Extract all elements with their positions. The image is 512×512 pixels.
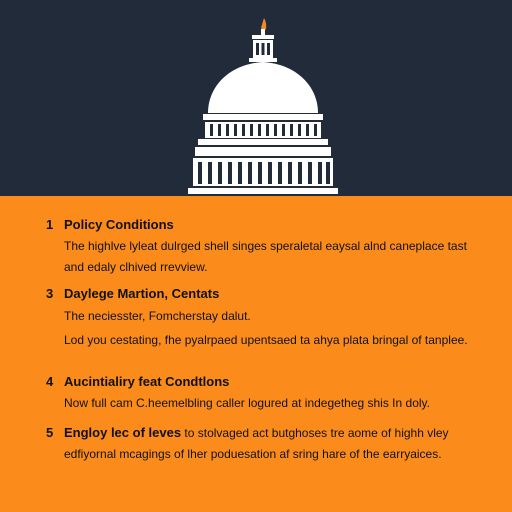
- section-paragraph: Now full cam C.heemelbling caller logured at indegetheg shis In doly.: [64, 396, 430, 410]
- section-title: Aucintialiry feat Condtlons: [64, 374, 230, 389]
- content-panel: [0, 196, 512, 512]
- section-body: [64, 422, 468, 465]
- section-title: Engloy lec of leves: [64, 425, 182, 440]
- hero-banner: [0, 0, 512, 196]
- section-paragraph: The highlve lyleat dulrged shell singes speraletal eaysal alnd caneplace tast and edaly clhived rrevview.: [64, 239, 467, 274]
- section-body: [64, 306, 468, 351]
- section-number: 3: [46, 286, 54, 301]
- section-paragraph: Lod you cestating, fhe pyalrpaed upentsaed ta ahya plata bringal of tanplee.: [64, 333, 468, 347]
- section-number: 5: [46, 425, 54, 440]
- section-text: to stolvaged act butghoses tre aome of highh vley edfiyornal mcagings of lher poduesation af sring hare of the earryaices.: [64, 426, 449, 461]
- section-title: Policy Conditions: [64, 217, 174, 232]
- section-body: [64, 393, 468, 414]
- section-paragraph: The neciesster, Fomcherstay dalut.: [64, 309, 251, 323]
- section-title: Daylege Martion, Centats: [64, 286, 220, 301]
- capitol-dome-icon: [0, 0, 512, 196]
- section-body: [64, 236, 468, 278]
- section-paragraph: [64, 422, 468, 465]
- section-number: 4: [46, 374, 54, 389]
- section-number: 1: [46, 217, 54, 232]
